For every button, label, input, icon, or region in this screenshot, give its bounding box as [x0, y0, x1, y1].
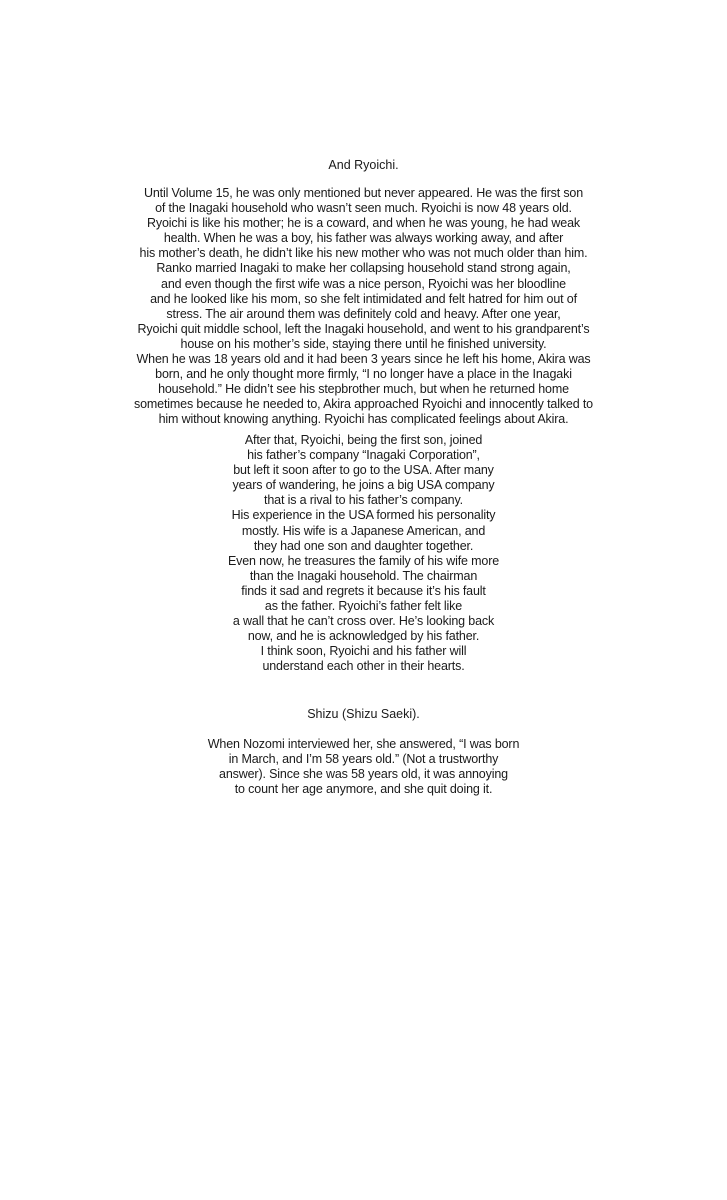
text-line: of the Inagaki household who wasn’t seen much. Ryoichi is now 48 years old. [155, 201, 572, 216]
text-line: as the father. Ryoichi’s father felt like [264, 599, 463, 614]
text-line: that is a rival to his father’s company. [264, 493, 463, 508]
text-line: now, and he is acknowledged by his father. [247, 629, 480, 644]
text-line: born, and he only thought more firmly, “I no longer have a place in the Inagaki [155, 367, 572, 382]
section-ryoichi-heading-block [0, 158, 727, 173]
shizu-paragraph-1 [0, 737, 727, 797]
text-line: answer). Since she was 58 years old, it was annoying [219, 767, 508, 782]
text-line: Ranko married Inagaki to make her collapsing household stand strong again, [156, 261, 571, 276]
section-shizu-heading-block [0, 707, 727, 722]
text-line: a wall that he can’t cross over. He’s looking back [232, 614, 495, 629]
text-line: his father’s company “Inagaki Corporation”, [247, 448, 480, 463]
text-line: Ryoichi is like his mother; he is a coward, and when he was young, he had weak [147, 216, 580, 231]
ryoichi-paragraph-2 [0, 433, 727, 675]
ryoichi-paragraph-1 [0, 186, 727, 428]
section-heading-shizu: Shizu (Shizu Saeki). [307, 707, 420, 721]
text-line: they had one son and daughter together. [253, 538, 474, 553]
text-line: I think soon, Ryoichi and his father will [260, 644, 467, 659]
text-line: him without knowing anything. Ryoichi has complicated feelings about Akira. [158, 412, 569, 427]
text-line: in March, and I’m 58 years old.” (Not a trustworthy [228, 752, 499, 767]
text-line: sometimes because he needed to, Akira approached Ryoichi and innocently talked to [134, 397, 593, 412]
text-line: Ryoichi quit middle school, left the Inagaki household, and went to his grandparent’s [137, 321, 590, 336]
text-line: and he looked like his mom, so she felt intimidated and felt hatred for him out of [150, 291, 577, 306]
text-line: but left it soon after to go to the USA. After many [233, 463, 494, 478]
text-line: his mother’s death, he didn’t like his new mother who was not much older than him. [139, 246, 588, 261]
text-line: stress. The air around them was definitely cold and heavy. After one year, [166, 306, 561, 321]
text-line: years of wandering, he joins a big USA company [232, 478, 495, 493]
text-line: and even though the first wife was a nice person, Ryoichi was her bloodline [161, 276, 566, 291]
text-line: mostly. His wife is a Japanese American, and [241, 523, 486, 538]
text-line: understand each other in their hearts. [262, 659, 465, 674]
text-line: When Nozomi interviewed her, she answered, “I was born [207, 737, 520, 751]
text-line: After that, Ryoichi, being the first son, joined [244, 433, 483, 447]
text-line: When he was 18 years old and it had been 3 years since he left his home, Akira was [136, 352, 591, 367]
section-heading-ryoichi: And Ryoichi. [328, 158, 399, 172]
text-line: His experience in the USA formed his personality [231, 508, 496, 523]
text-line: finds it sad and regrets it because it’s his fault [241, 583, 486, 598]
text-line: to count her age anymore, and she quit doing it. [234, 782, 493, 797]
text-line: household.” He didn’t see his stepbrother much, but when he returned home [158, 382, 569, 397]
text-line: Until Volume 15, he was only mentioned but never appeared. He was the first son [143, 186, 584, 200]
text-line: than the Inagaki household. The chairman [249, 568, 478, 583]
text-line: health. When he was a boy, his father was always working away, and after [163, 231, 564, 246]
text-line: house on his mother’s side, staying there until he finished university. [180, 336, 547, 351]
text-line: Even now, he treasures the family of his wife more [227, 553, 500, 568]
